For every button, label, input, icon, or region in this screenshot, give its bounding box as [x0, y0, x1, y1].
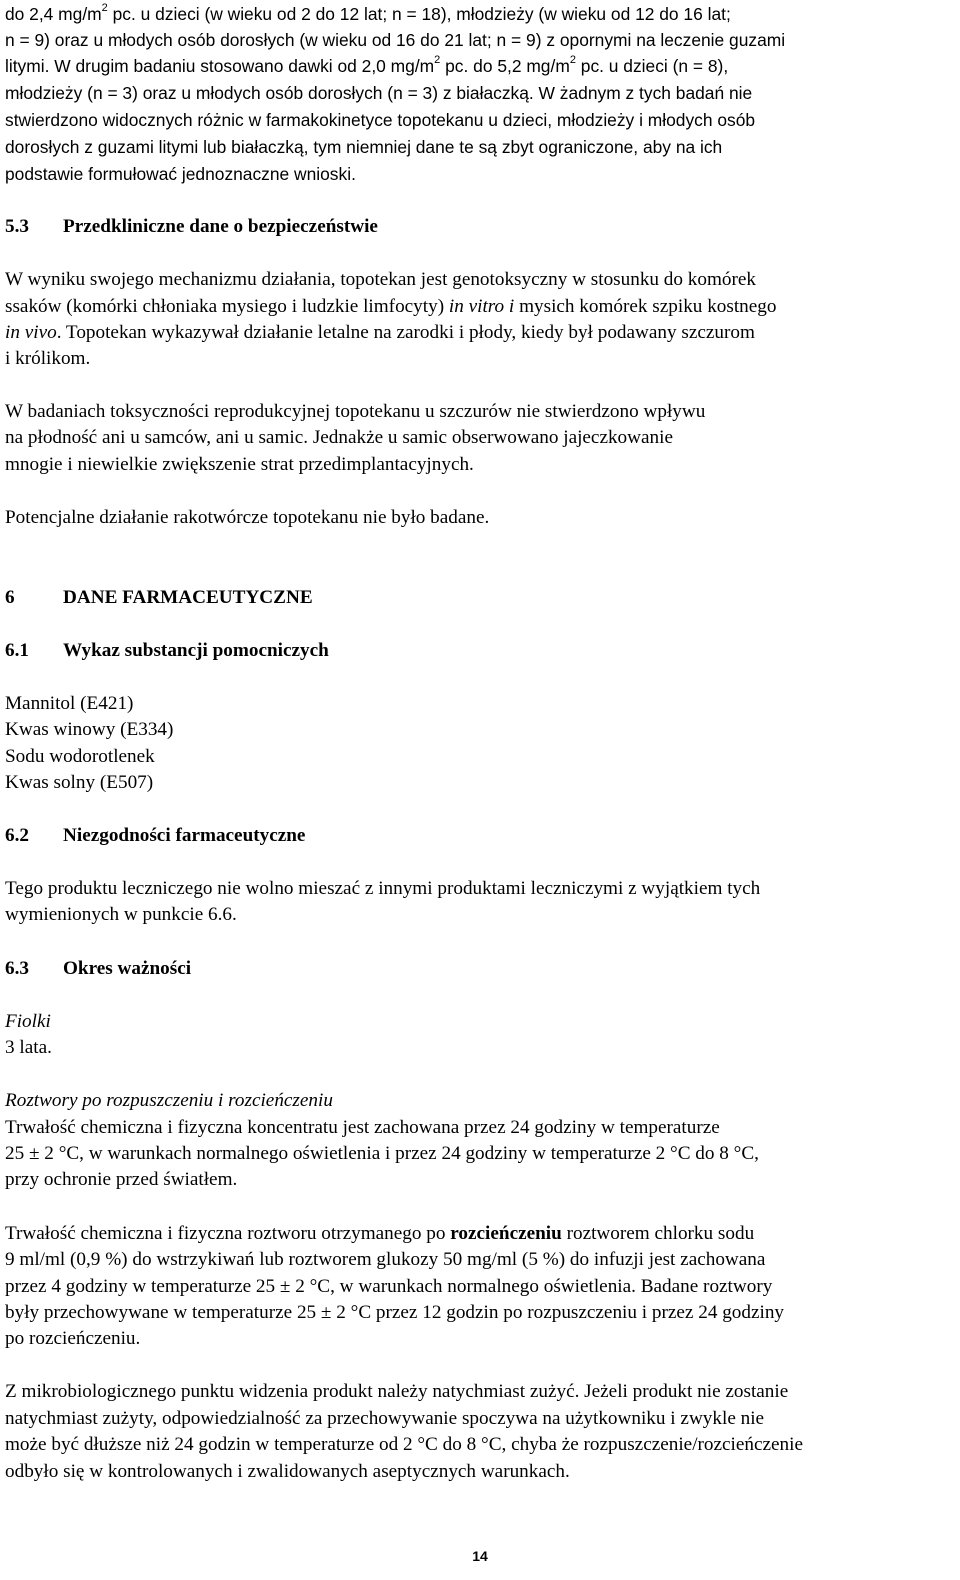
text-line: 3 lata. — [5, 1037, 52, 1058]
text-line: przy ochronie przed światłem. — [5, 1169, 238, 1190]
text-line: Trwałość chemiczna i fizyczna roztworu otrzymanego po rozcieńczeniu roztworem chlorku sodu — [5, 1223, 755, 1244]
text-line: podstawie formułować jednoznaczne wnioski. — [5, 164, 356, 184]
text-line: Potencjalne działanie rakotwórcze topotekanu nie było badane. — [5, 507, 490, 528]
text-line: in vivo. Topotekan wykazywał działanie letalne na zarodki i płody, kiedy był podawany szczurom — [5, 322, 755, 343]
section-heading-5-3: 5.3 Przedkliniczne dane o bezpieczeństwie — [5, 216, 378, 237]
text-line: litymi. W drugim badaniu stosowano dawki od 2,0 $mg/m^2$ pc. do 5,2 $mg/m^2$ pc. u dzieci (n = 8), — [5, 54, 729, 76]
text-line: odbyło się w kontrolowanych i zwalidowanych aseptycznych warunkach. — [5, 1461, 570, 1482]
section-heading-6-3: 6.3 Okres ważności — [5, 958, 192, 979]
text-line: młodzieży (n = 3) oraz u młodych osób dorosłych (n = 3) z białaczką. W żadnym z tych badań nie — [5, 83, 753, 103]
section-heading-6-2: 6.2 Niezgodności farmaceutyczne — [5, 825, 306, 846]
text-line: może być dłuższe niż 24 godzin w temperaturze od 2 °C do 8 °C, chyba że rozpuszczenie/rozcieńczenie — [5, 1434, 803, 1455]
text-line: do 2,4 $mg/m^2$ pc. u dzieci (w wieku od 2 do 12 lat; n = 18), młodzieży (w wieku od 12 do 16 lat; — [5, 2, 731, 24]
text-line: na płodność ani u samców, ani u samic. Jednakże u samic obserwowano jajeczkowanie — [5, 427, 673, 448]
text-line: Tego produktu leczniczego nie wolno mieszać z innymi produktami leczniczymi z wyjątkiem tych — [5, 878, 761, 899]
text-line: n = 9) oraz u młodych osób dorosłych (w wieku od 16 do 21 lat; n = 9) z opornymi na leczenie guzami — [5, 30, 786, 50]
text-line: Z mikrobiologicznego punktu widzenia produkt należy natychmiast zużyć. Jeżeli produkt nie zostanie — [5, 1381, 789, 1402]
list-item: Mannitol (E421) — [5, 693, 134, 714]
subheading-solutions: Roztwory po rozpuszczeniu i rozcieńczeniu — [5, 1090, 333, 1111]
text-line: 25 ± 2 °C, w warunkach normalnego oświetlenia i przez 24 godziny w temperaturze 2 °C do 8 °C, — [5, 1143, 759, 1164]
list-item: Sodu wodorotlenek — [5, 746, 155, 767]
list-item: Kwas solny (E507) — [5, 772, 154, 793]
text-line: dorosłych z guzami litymi lub białaczką, tym niemniej dane te są zbyt ograniczone, aby na ich — [5, 137, 723, 157]
text-line: przez 4 godziny w temperaturze 25 ± 2 °C, w warunkach normalnego oświetlenia. Badane roztwory — [5, 1276, 773, 1297]
text-line: wymienionych w punkcie 6.6. — [5, 904, 237, 925]
text-line: W wyniku swojego mechanizmu działania, topotekan jest genotoksyczny w stosunku do komórek — [5, 269, 757, 290]
text-line: i królikom. — [5, 348, 91, 369]
text-line: W badaniach toksyczności reprodukcyjnej topotekanu u szczurów nie stwierdzono wpływu — [5, 401, 706, 422]
text-line: mnogie i niewielkie zwiększenie strat przedimplantacyjnych. — [5, 454, 474, 475]
text-line: natychmiast zużyty, odpowiedzialność za przechowywanie spoczywa na użytkowniku i zwykle nie — [5, 1408, 765, 1429]
section-heading-6: 6 DANE FARMACEUTYCZNE — [5, 587, 313, 608]
page-number: 14 — [472, 1548, 488, 1564]
text-line: były przechowywane w temperaturze 25 ± 2 °C przez 12 godzin po rozpuszczeniu i przez 24 godziny — [5, 1302, 785, 1323]
text-line: stwierdzono widocznych różnic w farmakokinetyce topotekanu u dzieci, młodzieży i młodych osób — [5, 110, 756, 130]
section-heading-6-1: 6.1 Wykaz substancji pomocniczych — [5, 640, 329, 661]
subheading-vials: Fiolki — [5, 1011, 51, 1032]
text-line: ssaków (komórki chłoniaka mysiego i ludzkie limfocyty) in vitro i mysich komórek szpiku kostnego — [5, 296, 777, 317]
text-line: po rozcieńczeniu. — [5, 1328, 141, 1349]
text-line: Trwałość chemiczna i fizyczna koncentratu jest zachowana przez 24 godziny w temperaturze — [5, 1117, 720, 1138]
list-item: Kwas winowy (E334) — [5, 719, 174, 740]
text-line: 9 ml/ml (0,9 %) do wstrzykiwań lub roztworem glukozy 50 mg/ml (5 %) do infuzji jest zachowana — [5, 1249, 766, 1270]
